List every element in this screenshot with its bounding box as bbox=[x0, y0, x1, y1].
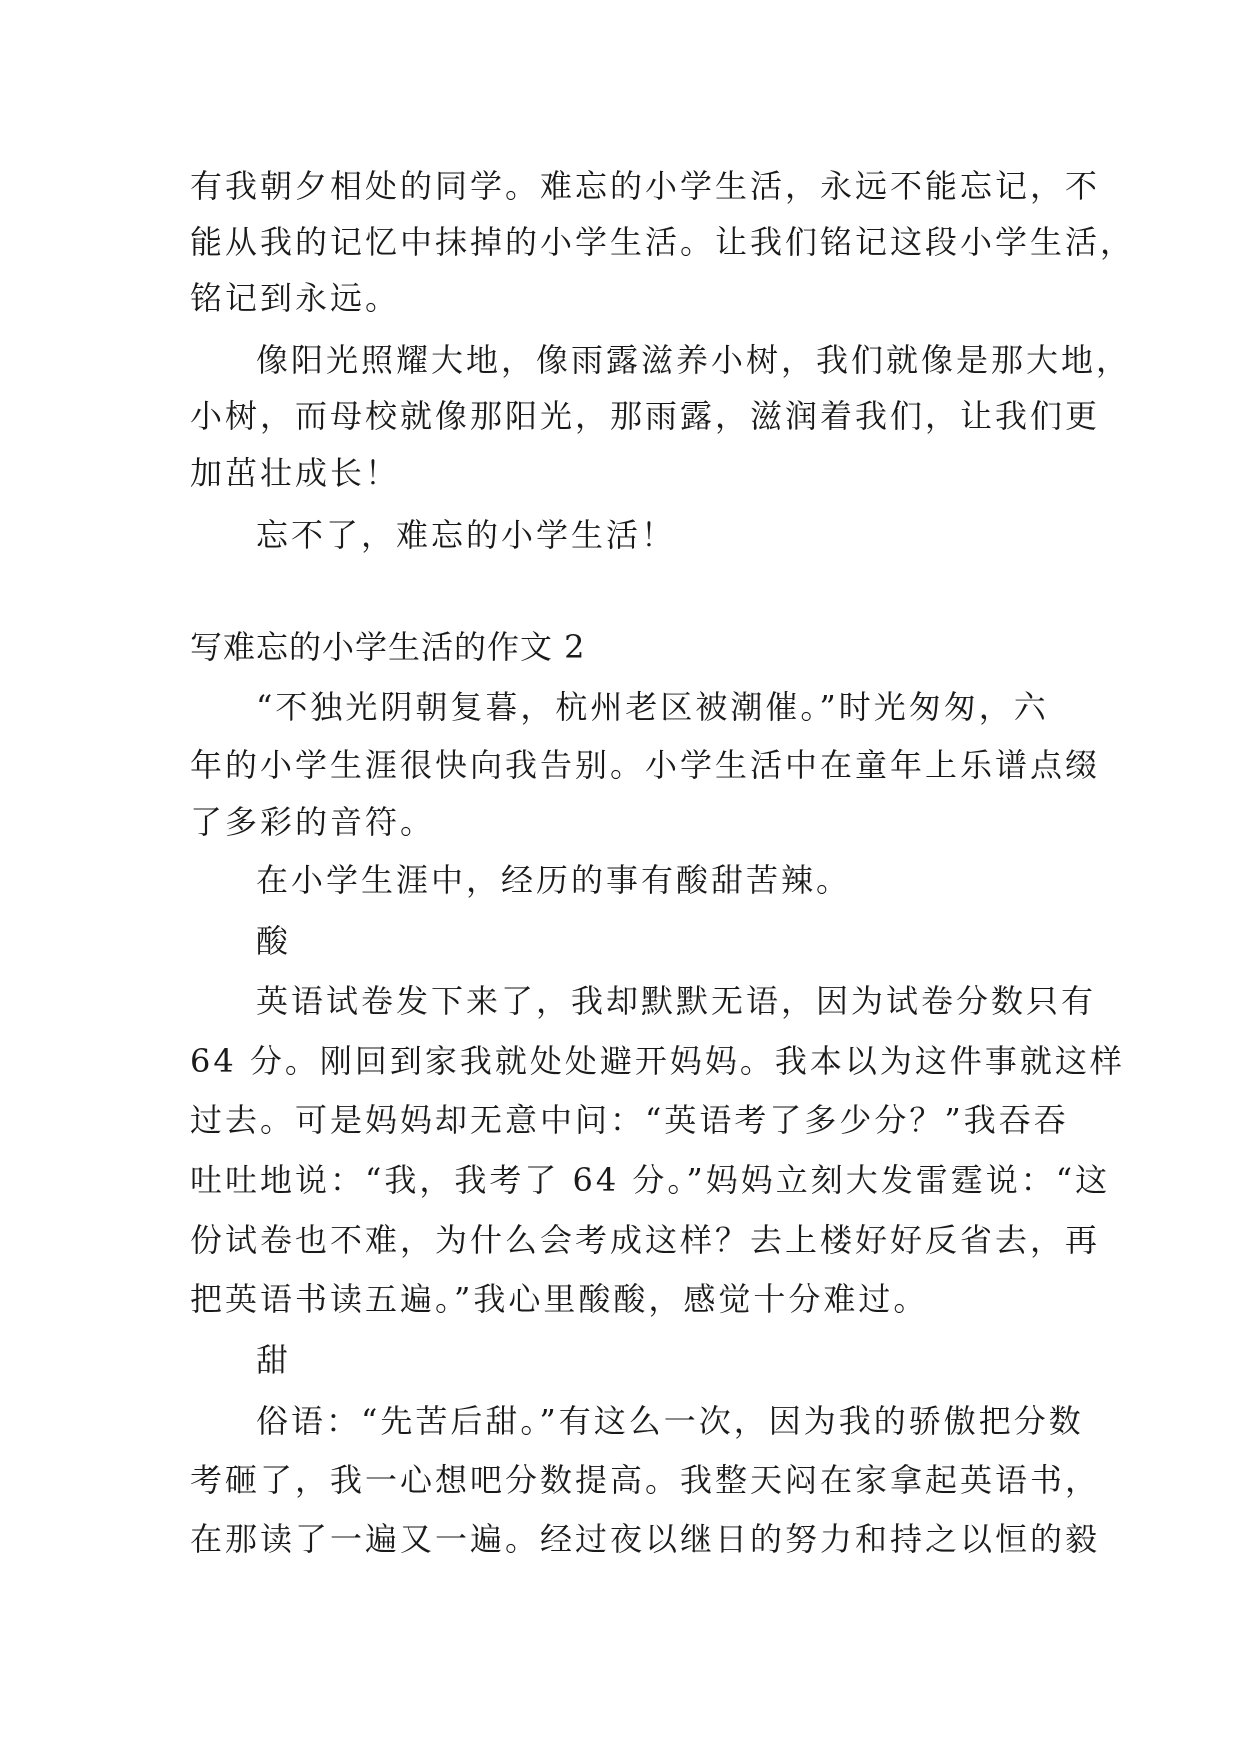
text-line: 能从我的记忆中抹掉的小学生活。让我们铭记这段小学生活， bbox=[190, 223, 1136, 261]
text-line: 了多彩的音符。 bbox=[190, 803, 436, 841]
text-line: 小树，而母校就像那阳光，那雨露，滋润着我们，让我们更 bbox=[190, 397, 1101, 435]
text-line: 过去。可是妈妈却无意中问：“英语考了多少分？”我吞吞 bbox=[190, 1101, 1069, 1139]
text-line: 像阳光照耀大地，像雨露滋养小树，我们就像是那大地， bbox=[256, 341, 1132, 379]
text-line: 年的小学生涯很快向我告别。小学生活中在童年上乐谱点缀 bbox=[190, 746, 1101, 784]
text-line: 64 分。刚回到家我就处处避开妈妈。我本以为这件事就这样 bbox=[190, 1042, 1125, 1080]
text-line: 份试卷也不难，为什么会考成这样？去上楼好好反省去，再 bbox=[190, 1221, 1101, 1259]
text-line: 有我朝夕相处的同学。难忘的小学生活，永远不能忘记，不 bbox=[190, 167, 1101, 205]
text-line: 考砸了，我一心想吧分数提高。我整天闷在家拿起英语书， bbox=[190, 1461, 1101, 1499]
text-line: 铭记到永远。 bbox=[190, 279, 401, 317]
text-line: 吐吐地说：“我，我考了 64 分。”妈妈立刻大发雷霆说：“这 bbox=[190, 1161, 1111, 1199]
text-line: 在小学生涯中，经历的事有酸甜苦辣。 bbox=[256, 861, 852, 899]
text-line: 忘不了，难忘的小学生活！ bbox=[256, 516, 677, 554]
text-line: 把英语书读五遍。”我心里酸酸，感觉十分难过。 bbox=[190, 1280, 929, 1318]
subheading: 甜 bbox=[256, 1341, 292, 1379]
section-title: 写难忘的小学生活的作文 2 bbox=[190, 628, 586, 666]
subheading: 酸 bbox=[256, 922, 292, 960]
text-line: “不独光阴朝复暮，杭州老区被潮催。”时光匆匆，六 bbox=[256, 688, 1049, 726]
text-line: 加茁壮成长！ bbox=[190, 454, 401, 492]
text-line: 俗语：“先苦后甜。”有这么一次，因为我的骄傲把分数 bbox=[256, 1402, 1084, 1440]
text-line: 在那读了一遍又一遍。经过夜以继日的努力和持之以恒的毅 bbox=[190, 1520, 1101, 1558]
text-line: 英语试卷发下来了，我却默默无语，因为试卷分数只有 bbox=[256, 982, 1097, 1020]
